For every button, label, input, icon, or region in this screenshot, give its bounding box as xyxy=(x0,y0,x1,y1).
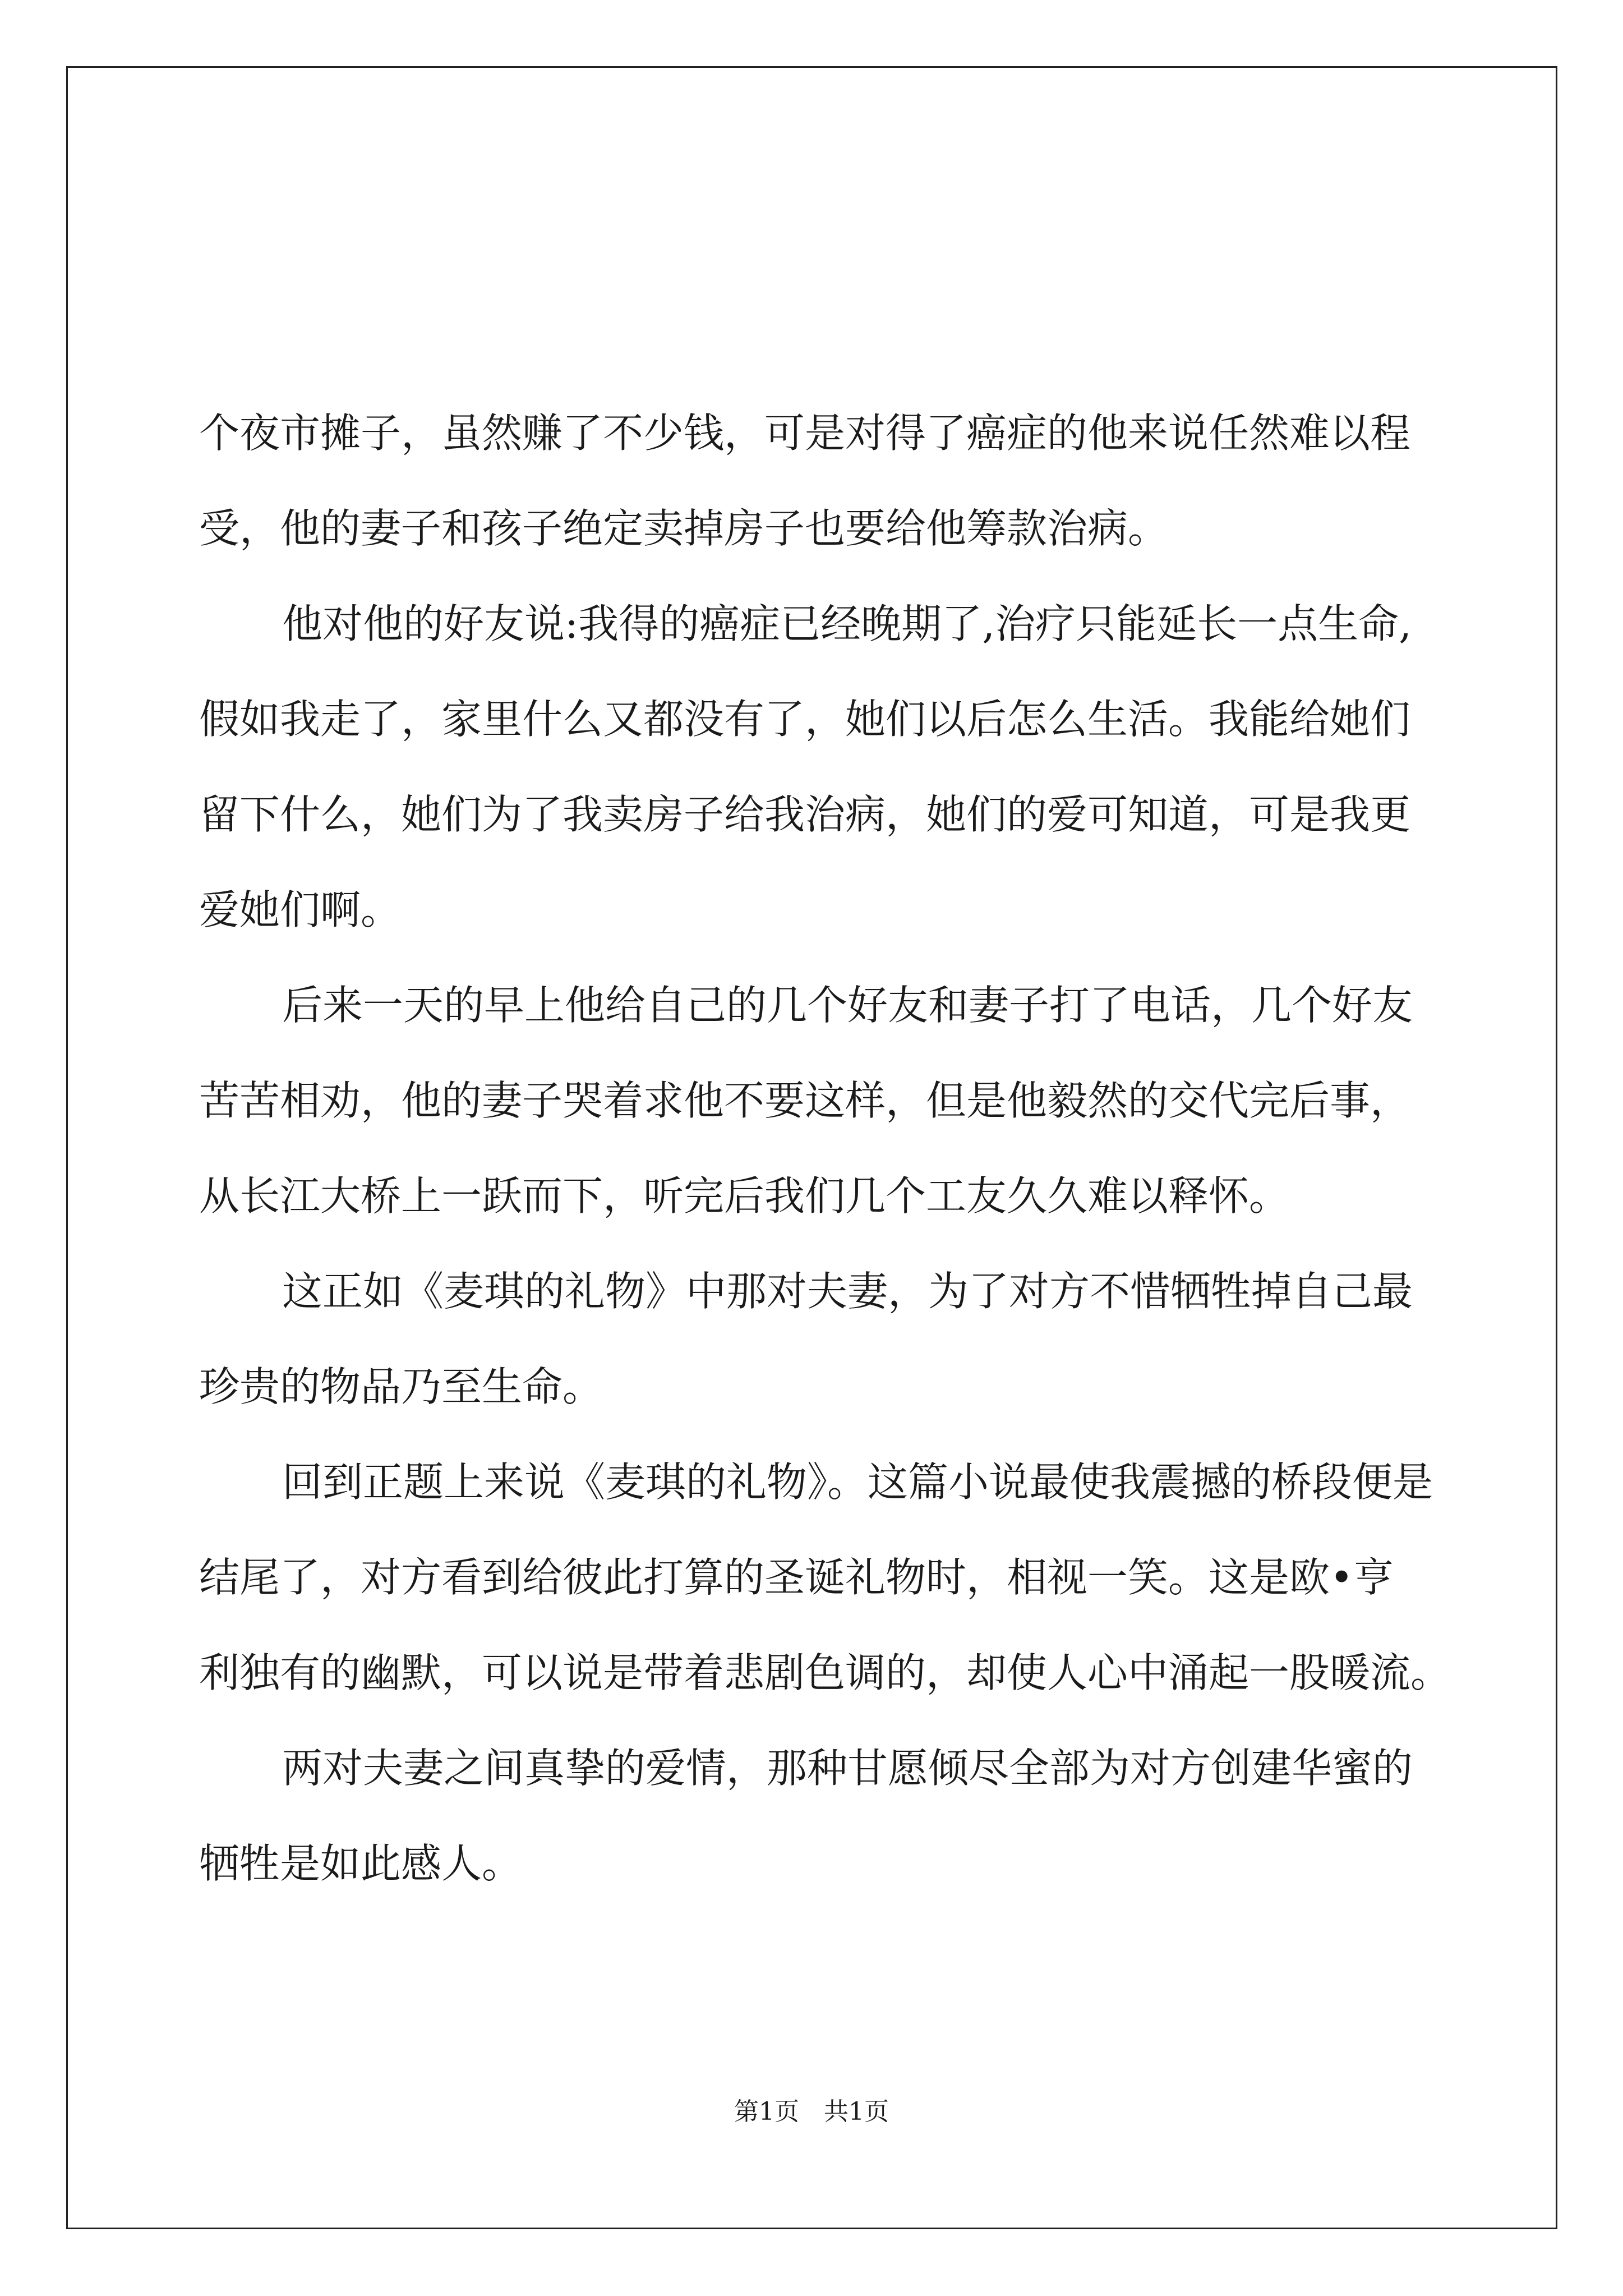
text-line: 留下什么，她们为了我卖房子给我治病，她们的爱可知道，可是我更 xyxy=(199,791,1411,838)
text-line: 从长江大桥上一跃而下，听完后我们几个工友久久难以释怀。 xyxy=(199,1172,1290,1220)
text-line: 回到正题上来说《麦琪的礼物》。这篇小说最使我震撼的桥段便是 xyxy=(282,1458,1433,1506)
text-line: 后来一天的早上他给自己的几个好友和妻子打了电话，几个好友 xyxy=(282,982,1413,1029)
text-line: 牺牲是如此感人。 xyxy=(199,1840,523,1887)
text-line: 结尾了，对方看到给彼此打算的圣诞礼物时，相视一笑。这是欧•亨 xyxy=(199,1554,1394,1601)
text-line: 这正如《麦琪的礼物》中那对夫妻，为了对方不惜牺牲掉自己最 xyxy=(282,1268,1413,1315)
page-footer: 第1页 共1页 xyxy=(734,2097,889,2126)
text-line: 假如我走了，家里什么又都没有了，她们以后怎么生活。我能给她们 xyxy=(199,696,1411,743)
text-line: 他对他的好友说:我得的癌症已经晚期了,治疗只能延长一点生命, xyxy=(282,600,1412,647)
text-line: 珍贵的物品乃至生命。 xyxy=(199,1363,603,1410)
text-line: 爱她们啊。 xyxy=(199,886,402,933)
text-line: 个夜市摊子，虽然赚了不少钱，可是对得了癌症的他来说任然难以程 xyxy=(199,409,1411,457)
page-border xyxy=(66,66,1557,2229)
text-line: 两对夫妻之间真挚的爱情，那种甘愿倾尽全部为对方创建华蜜的 xyxy=(282,1745,1413,1792)
text-line: 受，他的妻子和孩子绝定卖掉房子也要给他筹款治病。 xyxy=(199,505,1169,552)
text-line: 苦苦相劝，他的妻子哭着求他不要这样，但是他毅然的交代完后事， xyxy=(199,1077,1411,1124)
text-line: 利独有的幽默，可以说是带着悲剧色调的，却使人心中涌起一股暖流。 xyxy=(199,1649,1451,1696)
